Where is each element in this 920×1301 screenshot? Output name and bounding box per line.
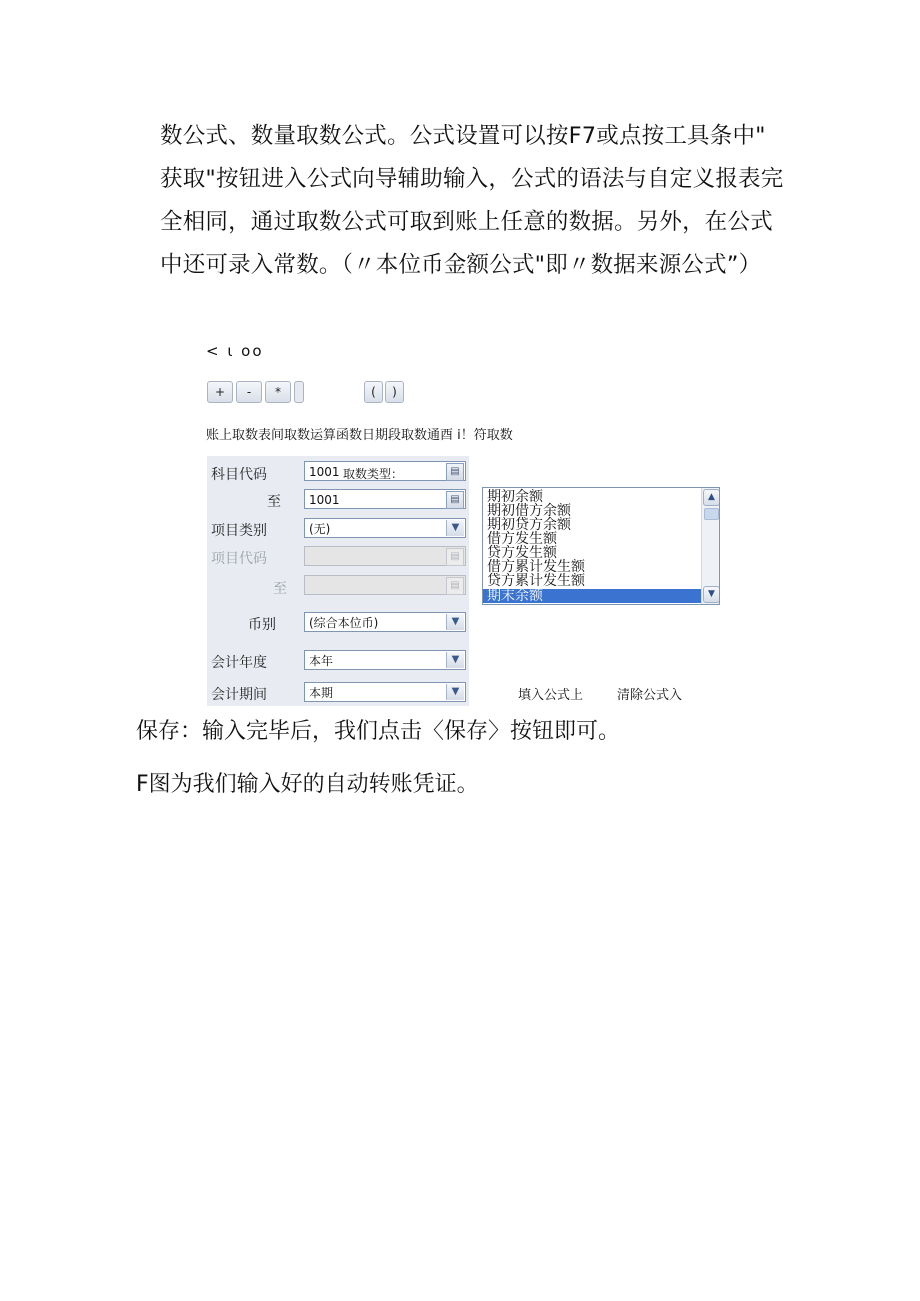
scroll-thumb[interactable] xyxy=(704,508,719,520)
intro-line-3: 全相同，通过取数公式可取到账上任意的数据。另外，在公式 xyxy=(160,209,773,235)
list-scrollbar[interactable] xyxy=(701,488,719,604)
clear-formula-button[interactable]: 清除公式入 xyxy=(617,688,683,703)
intro-line-2: 获取"按钮进入公式向导辅助输入，公式的语法与自定义报表完 xyxy=(160,166,784,192)
fiscal-year-select[interactable] xyxy=(304,650,466,670)
currency-label: 币别 xyxy=(248,617,276,633)
paren-toolbar xyxy=(364,381,404,403)
account-code-from-field[interactable] xyxy=(304,461,466,481)
fiscal-year-value: 本年 xyxy=(309,654,334,668)
intro-line-1: 数公式、数量取数公式。公式设置可以按F7或点按工具条中" xyxy=(160,123,766,149)
fetch-type-label: 取数类型： xyxy=(343,467,404,481)
multiply-button[interactable]: * xyxy=(265,381,291,403)
list-item[interactable]: 期初贷方余额 xyxy=(487,517,571,533)
scroll-up-icon[interactable]: ▲ xyxy=(703,489,720,506)
account-code-to-field[interactable] xyxy=(304,489,466,509)
chevron-down-icon[interactable]: ▼ xyxy=(446,684,464,700)
account-code-label: 科目代码 xyxy=(211,467,267,483)
currency-select[interactable] xyxy=(304,612,466,632)
fiscal-period-select[interactable] xyxy=(304,682,466,702)
item-code-to-field xyxy=(304,575,466,595)
browse-account-from-icon[interactable]: ▤ xyxy=(446,463,464,481)
browse-item-from-icon: ▤ xyxy=(446,548,464,566)
fiscal-period-value: 本期 xyxy=(309,686,334,700)
close-paren-button[interactable]: ) xyxy=(385,381,404,403)
item-category-label: 项目类别 xyxy=(211,523,267,539)
intro-line-4: 中还可录入常数。（〃本位币金额公式"即〃数据来源公式”） xyxy=(160,252,762,278)
list-item[interactable]: 贷方发生额 xyxy=(487,545,557,561)
account-to-label: 至 xyxy=(267,494,281,510)
list-item[interactable]: 期初余额 xyxy=(487,489,543,505)
list-item-selected[interactable]: 期末余额 xyxy=(483,589,701,603)
fiscal-period-label: 会计期间 xyxy=(211,687,267,703)
fetch-tabs[interactable]: 账上取数表间取数运算函数日期段取数通酉 i！符取数 xyxy=(206,428,513,443)
toolbar-separator xyxy=(294,381,304,403)
caption-line: F图为我们输入好的自动转账凭证。 xyxy=(136,772,479,797)
browse-account-to-icon[interactable]: ▤ xyxy=(446,491,464,509)
chevron-down-icon[interactable]: ▼ xyxy=(446,614,464,630)
plus-button[interactable]: + xyxy=(207,381,233,403)
browse-item-to-icon: ▤ xyxy=(446,577,464,595)
item-to-label: 至 xyxy=(273,581,287,597)
fiscal-year-label: 会计年度 xyxy=(211,655,267,671)
chevron-down-icon[interactable]: ▼ xyxy=(446,652,464,668)
scroll-down-icon[interactable]: ▼ xyxy=(703,586,720,603)
chevron-down-icon[interactable]: ▼ xyxy=(446,520,464,536)
minus-button[interactable]: - xyxy=(236,381,262,403)
list-item[interactable]: 借方累计发生额 xyxy=(487,559,585,575)
open-paren-button[interactable]: ( xyxy=(364,381,383,403)
fetch-type-list[interactable] xyxy=(482,487,720,605)
fill-formula-button[interactable]: 填入公式上 xyxy=(518,688,584,703)
item-code-label: 项目代码 xyxy=(211,551,267,567)
formula-wizard-form xyxy=(207,456,469,706)
item-category-select[interactable] xyxy=(304,518,466,538)
save-instruction: 保存：输入完毕后，我们点击〈保存〉按钮即可。 xyxy=(136,719,621,744)
account-code-from-value: 1001 xyxy=(309,465,340,479)
currency-value: (综合本位币) xyxy=(309,616,379,630)
item-category-value: (无) xyxy=(309,522,331,536)
operator-toolbar xyxy=(207,381,304,403)
item-code-from-field xyxy=(304,546,466,566)
list-item[interactable]: 贷方累计发生额 xyxy=(487,573,585,589)
formula-text[interactable]: < ι oo xyxy=(206,342,264,360)
list-item[interactable]: 期初借方余额 xyxy=(487,503,571,519)
account-code-to-value: 1001 xyxy=(309,493,340,507)
list-item[interactable]: 借方发生额 xyxy=(487,531,557,547)
intro-paragraph xyxy=(160,115,820,287)
